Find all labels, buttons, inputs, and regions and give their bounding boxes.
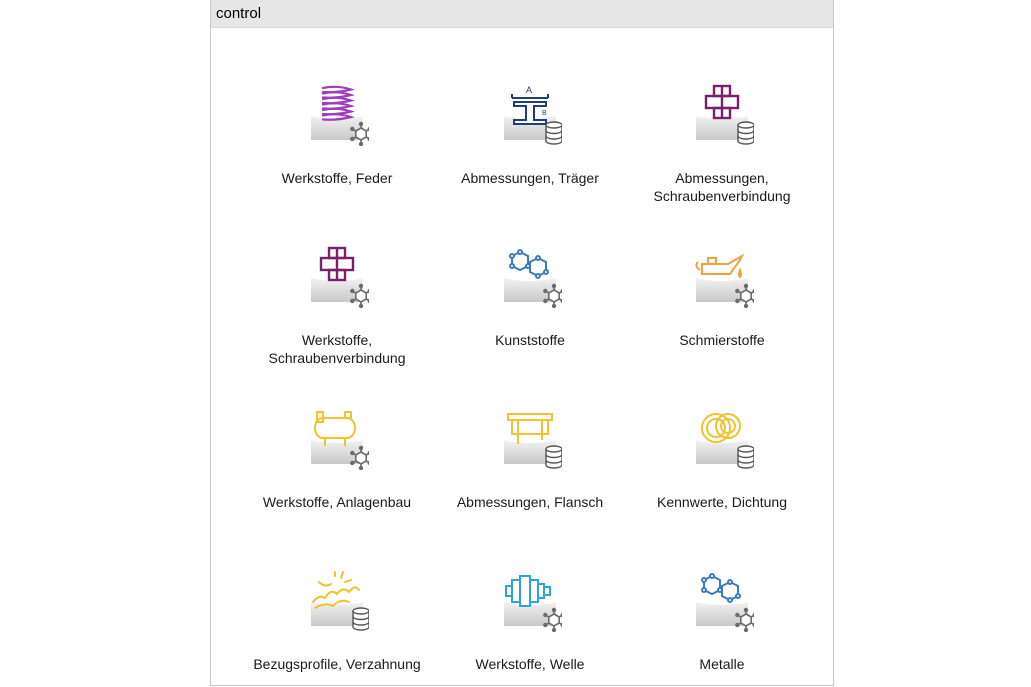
- panel-title: control: [211, 0, 833, 28]
- tile-6[interactable]: [622, 214, 822, 354]
- spring-icon: [305, 82, 369, 146]
- gear-tooth-profile-icon: [305, 568, 369, 632]
- gasket-icon: [690, 406, 754, 470]
- tile-label: Abmessungen, Schraubenverbindung: [653, 170, 791, 204]
- tile-9[interactable]: [622, 376, 822, 516]
- tile-label: Metalle: [699, 656, 745, 672]
- flange-icon: [498, 406, 562, 470]
- beam-profile-icon: [498, 82, 562, 146]
- bolt-connection-icon: [305, 244, 369, 308]
- tile-8[interactable]: [430, 376, 630, 516]
- tile-label: Bezugsprofile, Verzahnung: [253, 656, 421, 672]
- tile-10[interactable]: [237, 538, 437, 678]
- oil-can-icon: [690, 244, 754, 308]
- tile-11[interactable]: [430, 538, 630, 678]
- tile-4[interactable]: [237, 214, 437, 366]
- tile-label: Abmessungen, Träger: [461, 170, 599, 186]
- svg-text:A: A: [526, 85, 533, 95]
- pressure-vessel-icon: [305, 406, 369, 470]
- tile-label: Kennwerte, Dichtung: [657, 494, 787, 510]
- tile-label: Werkstoffe, Welle: [475, 656, 585, 672]
- tile-1[interactable]: [237, 52, 437, 192]
- tile-3[interactable]: [622, 52, 822, 204]
- tile-7[interactable]: [237, 376, 437, 516]
- tile-label: Kunststoffe: [495, 332, 565, 348]
- molecule-icon: [498, 244, 562, 308]
- tile-grid: [211, 28, 833, 684]
- tile-label: Abmessungen, Flansch: [456, 494, 604, 510]
- tile-label: Werkstoffe, Feder: [281, 170, 393, 186]
- svg-text:B: B: [542, 110, 547, 117]
- tile-2[interactable]: [430, 52, 630, 192]
- tile-12[interactable]: [622, 538, 822, 678]
- molecule-icon: [690, 568, 754, 632]
- tile-label: Schmierstoffe: [679, 332, 765, 348]
- tile-label: Werkstoffe, Anlagenbau: [262, 494, 412, 510]
- bolt-connection-icon: [690, 82, 754, 146]
- shaft-icon: [498, 568, 562, 632]
- tile-5[interactable]: [430, 214, 630, 354]
- tile-label: Werkstoffe, Schraubenverbindung: [268, 332, 406, 366]
- control-panel: [210, 0, 834, 686]
